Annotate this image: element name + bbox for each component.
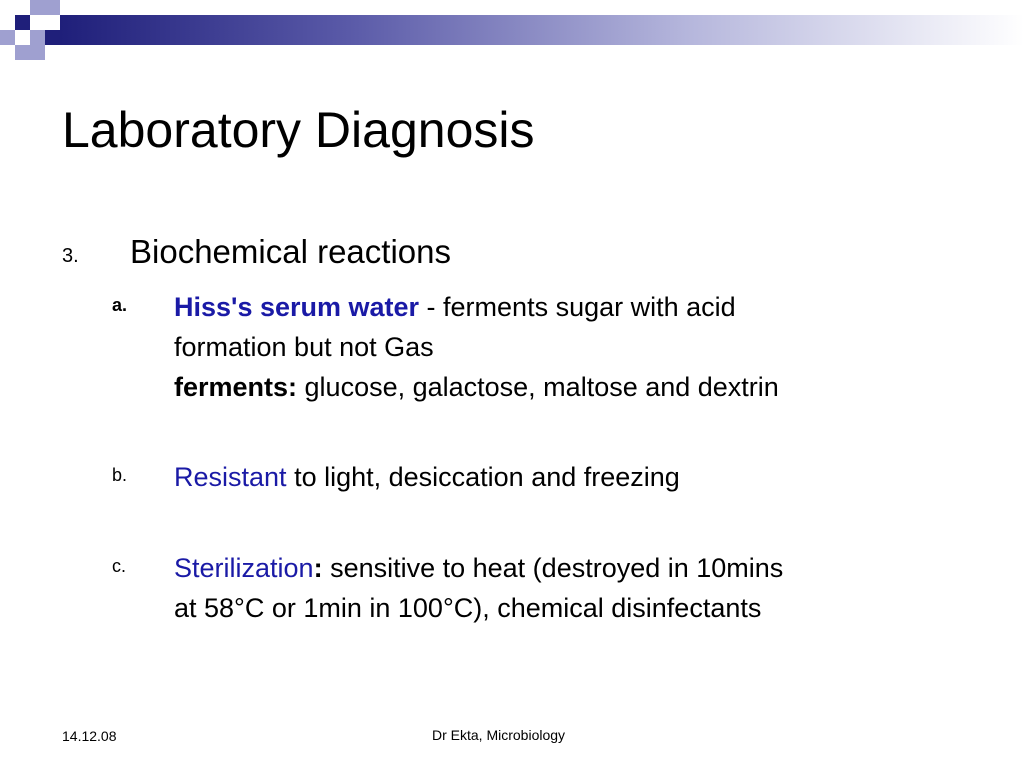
item-text: to light, desiccation and freezing (286, 462, 680, 492)
list-item-body (174, 457, 964, 497)
decor-square-light (45, 0, 60, 15)
item-line (174, 367, 964, 407)
item-term: Hiss's serum water (174, 292, 420, 322)
header-gradient-bar (60, 15, 1024, 45)
decor-square-light (15, 45, 30, 60)
decor-square-dark (15, 15, 30, 30)
item-term: Sterilization (174, 553, 314, 583)
footer-author: Dr Ekta, Microbiology (432, 727, 566, 743)
item-line (174, 548, 964, 588)
section-heading-text: Biochemical reactions (130, 233, 451, 270)
footer-date: 14.12.08 (62, 728, 117, 744)
item-text: - ferments sugar with acid (419, 292, 736, 322)
list-marker: a. (112, 295, 128, 315)
list-marker: b. (112, 465, 128, 485)
item-text: glucose, galactose, maltose and dextrin (297, 372, 779, 402)
list-item-body (174, 287, 964, 407)
item-text: sensitive to heat (destroyed in 10mins (322, 553, 784, 583)
item-line: formation but not Gas (174, 332, 434, 362)
decor-square-dark (45, 30, 60, 45)
decor-square-light (30, 30, 45, 45)
item-subterm: ferments: (174, 372, 298, 402)
item-line: at 58°C or 1min in 100°C), chemical disinfectants (174, 593, 762, 623)
slide-title: Laboratory Diagnosis (62, 102, 535, 158)
list-marker: c. (112, 556, 127, 576)
section-number: 3. (62, 245, 79, 267)
item-line (174, 457, 964, 497)
header-decoration (0, 0, 1024, 80)
list-item-body (174, 548, 964, 628)
decor-square-light (30, 0, 45, 15)
item-colon: : (313, 553, 323, 583)
decor-square-light (30, 45, 45, 60)
decor-square-light (0, 30, 15, 45)
item-term: Resistant (174, 462, 287, 492)
item-line (174, 287, 964, 327)
